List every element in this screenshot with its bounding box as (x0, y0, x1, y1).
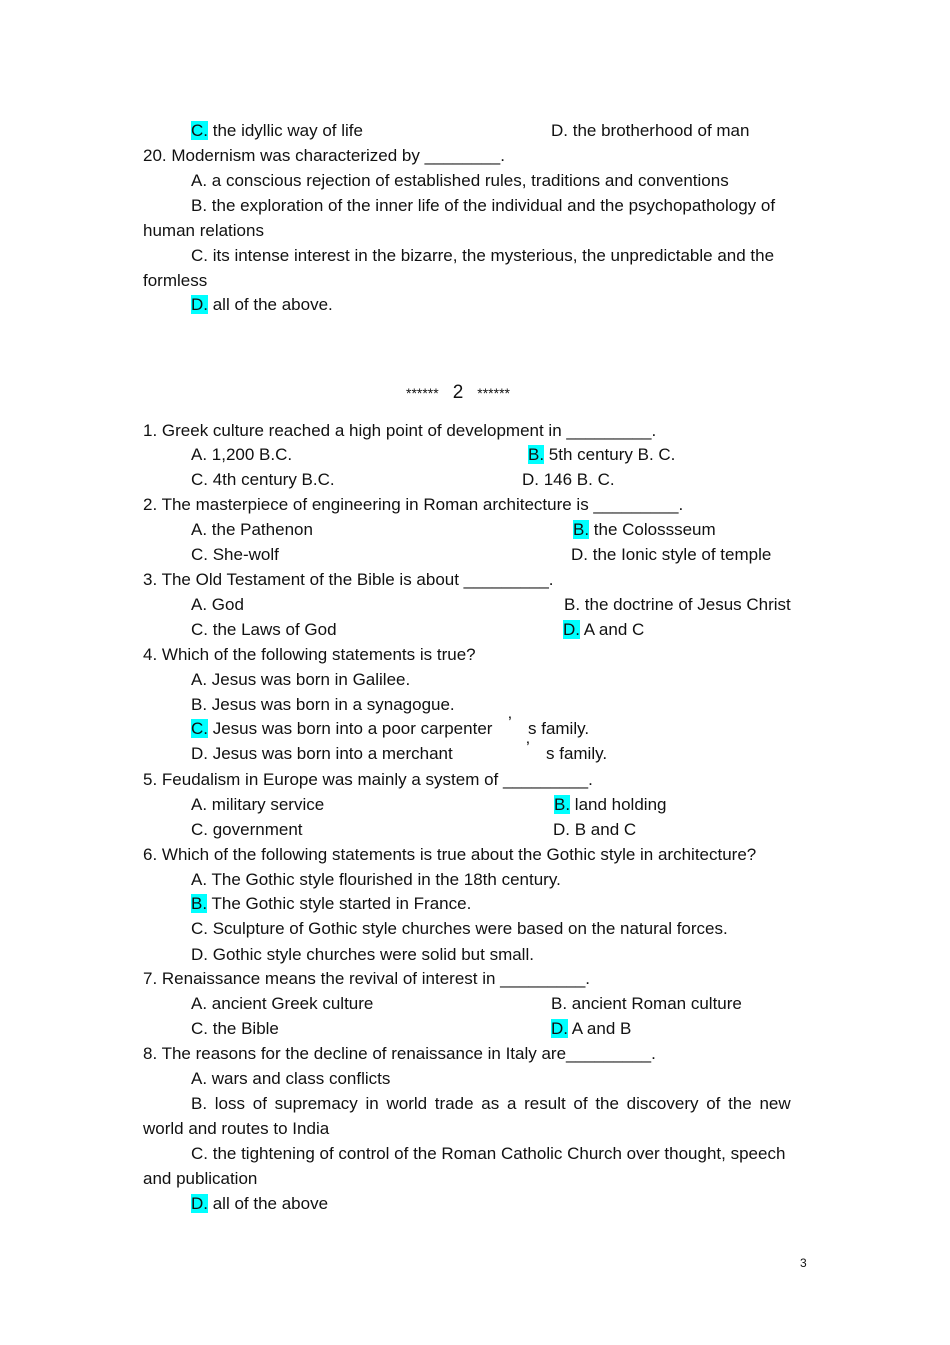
answer-highlight: D. (563, 620, 580, 639)
section-heading: ****** 2 ****** (406, 382, 510, 403)
answer-highlight: D. (551, 1019, 568, 1038)
q20-option-a: A. a conscious rejection of established rules, traditions and conventions (191, 171, 729, 190)
q7-option-b: B. ancient Roman culture (551, 994, 742, 1013)
answer-highlight: B. (554, 795, 571, 814)
q19-option-d: D. the brotherhood of man (551, 121, 750, 140)
q20-stem: 20. Modernism was characterized by ________. (143, 146, 505, 165)
q3-stem: 3. The Old Testament of the Bible is about _________. (143, 570, 554, 589)
section-number: 2 (452, 382, 464, 403)
answer-highlight: C. (191, 719, 208, 738)
q4-option-c-apostrophe: ’ (508, 713, 512, 732)
q3-option-b: B. the doctrine of Jesus Christ (564, 595, 791, 614)
q7-option-d: D. A and B (551, 1019, 632, 1038)
q3-option-a: A. God (191, 595, 244, 614)
q20-option-c-cont: formless (143, 271, 208, 290)
q4-option-d: D. Jesus was born into a merchant (191, 744, 453, 763)
q5-option-a: A. military service (191, 795, 325, 814)
q20-option-b-cont: human relations (143, 221, 264, 240)
q8-option-c: C. the tightening of control of the Roman Catholic Church over thought, speech (191, 1144, 786, 1163)
answer-highlight: D. (191, 1194, 208, 1213)
q1-option-b: B. 5th century B. C. (528, 445, 676, 464)
page-number: 3 (800, 1256, 807, 1270)
q1-stem: 1. Greek culture reached a high point of development in _________. (143, 421, 657, 440)
q3-option-c: C. the Laws of God (191, 620, 337, 639)
answer-highlight: D. (191, 295, 208, 314)
q1-option-c: C. 4th century B.C. (191, 470, 335, 489)
q4-option-d-tail: s family. (546, 744, 608, 763)
answer-highlight: C. (191, 121, 208, 140)
q1-option-a: A. 1,200 B.C. (191, 445, 293, 464)
q1-option-d: D. 146 B. C. (522, 470, 615, 489)
q8-option-b-cont: world and routes to India (143, 1119, 330, 1138)
q3-option-d: D. A and C (563, 620, 645, 639)
answer-highlight: B. (573, 520, 590, 539)
q2-stem: 2. The masterpiece of engineering in Roman architecture is _________. (143, 495, 684, 514)
q20-option-c: C. its intense interest in the bizarre, the mysterious, the unpredictable and the (191, 246, 775, 265)
q6-option-c: C. Sculpture of Gothic style churches were based on the natural forces. (191, 919, 728, 938)
q5-option-b: B. land holding (554, 795, 667, 814)
q6-option-a: A. The Gothic style flourished in the 18th century. (191, 870, 561, 889)
q4-option-c: C. Jesus was born into a poor carpenter (191, 719, 493, 738)
q8-option-b: B. loss of supremacy in world trade as a result of the discovery of the new (191, 1094, 791, 1113)
q7-stem: 7. Renaissance means the revival of interest in _________. (143, 969, 590, 988)
q6-option-d: D. Gothic style churches were solid but small. (191, 945, 534, 964)
q5-option-d: D. B and C (553, 820, 637, 839)
q4-option-a: A. Jesus was born in Galilee. (191, 670, 411, 689)
q4-option-b: B. Jesus was born in a synagogue. (191, 695, 455, 714)
q20-option-d: D. all of the above. (191, 295, 333, 314)
q4-option-d-apostrophe: ’ (526, 738, 530, 757)
q4-stem: 4. Which of the following statements is true? (143, 645, 476, 664)
q7-option-a: A. ancient Greek culture (191, 994, 374, 1013)
q2-option-b: B. the Colossseum (573, 520, 716, 539)
q8-option-a: A. wars and class conflicts (191, 1069, 391, 1088)
answer-highlight: B. (528, 445, 545, 464)
q5-option-c: C. government (191, 820, 303, 839)
q8-stem: 8. The reasons for the decline of renaissance in Italy are_________. (143, 1044, 656, 1063)
answer-highlight: B. (191, 894, 208, 913)
q2-option-c: C. She-wolf (191, 545, 279, 564)
q20-option-b: B. the exploration of the inner life of the individual and the psychopathology of (191, 196, 776, 215)
q19-option-c: C. the idyllic way of life (191, 121, 363, 140)
q6-stem: 6. Which of the following statements is true about the Gothic style in architecture? (143, 845, 757, 864)
q5-stem: 5. Feudalism in Europe was mainly a system of _________. (143, 770, 593, 789)
q7-option-c: C. the Bible (191, 1019, 279, 1038)
q2-option-d: D. the Ionic style of temple (571, 545, 772, 564)
q2-option-a: A. the Pathenon (191, 520, 313, 539)
q8-option-c-cont: and publication (143, 1169, 258, 1188)
q6-option-b: B. The Gothic style started in France. (191, 894, 472, 913)
q4-option-c-tail: s family. (528, 719, 590, 738)
q8-option-d: D. all of the above (191, 1194, 329, 1213)
